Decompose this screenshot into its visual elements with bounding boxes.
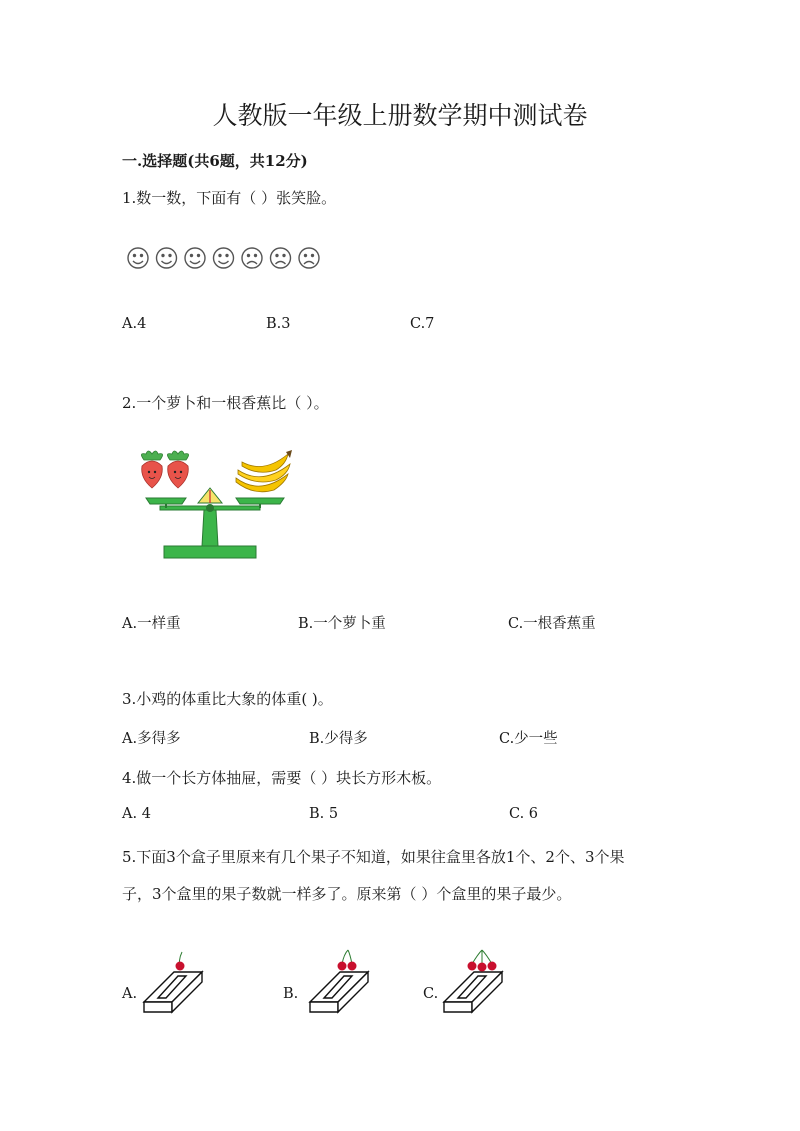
radish-icon	[167, 451, 188, 488]
sad-face-icon	[299, 248, 319, 268]
cherry-icon	[338, 950, 357, 971]
radish-icon	[141, 451, 162, 488]
question-3-stem: 3.小鸡的体重比大象的体重( )。	[122, 690, 333, 708]
smiley-face-icon	[157, 248, 177, 268]
banana-bunch-icon	[236, 450, 292, 492]
section-heading: 一.选择题(共6题，共12分)	[122, 152, 308, 170]
cherry-icon	[468, 950, 497, 972]
sad-face-icon	[271, 248, 291, 268]
q2-option-b: B.一个萝卜重	[298, 616, 386, 632]
right-pan	[236, 498, 284, 504]
faces-illustration	[126, 246, 326, 270]
balance-scale-illustration	[124, 448, 296, 564]
box-a-illustration	[140, 944, 204, 1018]
smiley-face-icon	[185, 248, 205, 268]
q3-option-a: A.多得多	[122, 731, 181, 747]
sad-face-icon	[242, 248, 262, 268]
question-4-stem: 4.做一个长方体抽屉，需要（ ）块长方形木板。	[122, 769, 442, 787]
box-c-illustration	[440, 944, 504, 1018]
q1-option-c: C.7	[410, 316, 435, 332]
scale-base	[164, 546, 256, 558]
q5-option-a: A.	[122, 986, 138, 1002]
q2-option-c: C.一根香蕉重	[508, 616, 596, 632]
cherry-icon	[176, 952, 185, 971]
q4-option-b: B. 5	[309, 806, 339, 822]
question-2-stem: 2.一个萝卜和一根香蕉比（ ）。	[122, 394, 329, 412]
page-title: 人教版一年级上册数学期中测试卷	[212, 101, 588, 130]
q2-option-a: A.一样重	[122, 616, 181, 632]
q3-option-c: C.少一些	[499, 731, 558, 747]
q4-option-c: C. 6	[509, 806, 539, 822]
left-pan	[146, 498, 186, 504]
q4-option-a: A. 4	[122, 806, 151, 822]
q1-option-b: B.3	[266, 316, 291, 332]
q5-option-c: C.	[423, 986, 439, 1002]
question-5-stem-line2: 子，3个盒里的果子数就一样多了。原来第（ ）个盒里的果子最少。	[122, 885, 572, 903]
question-5-stem-line1: 5.下面3个盒子里原来有几个果子不知道，如果往盒里各放1个、2个、3个果	[122, 848, 625, 866]
smiley-face-icon	[214, 248, 234, 268]
q3-option-b: B.少得多	[309, 731, 368, 747]
box-b-illustration	[306, 944, 370, 1018]
question-1-stem: 1.数一数，下面有（ ）张笑脸。	[122, 189, 337, 207]
q5-option-b: B.	[283, 986, 299, 1002]
smiley-face-icon	[128, 248, 148, 268]
q1-option-a: A.4	[122, 316, 147, 332]
